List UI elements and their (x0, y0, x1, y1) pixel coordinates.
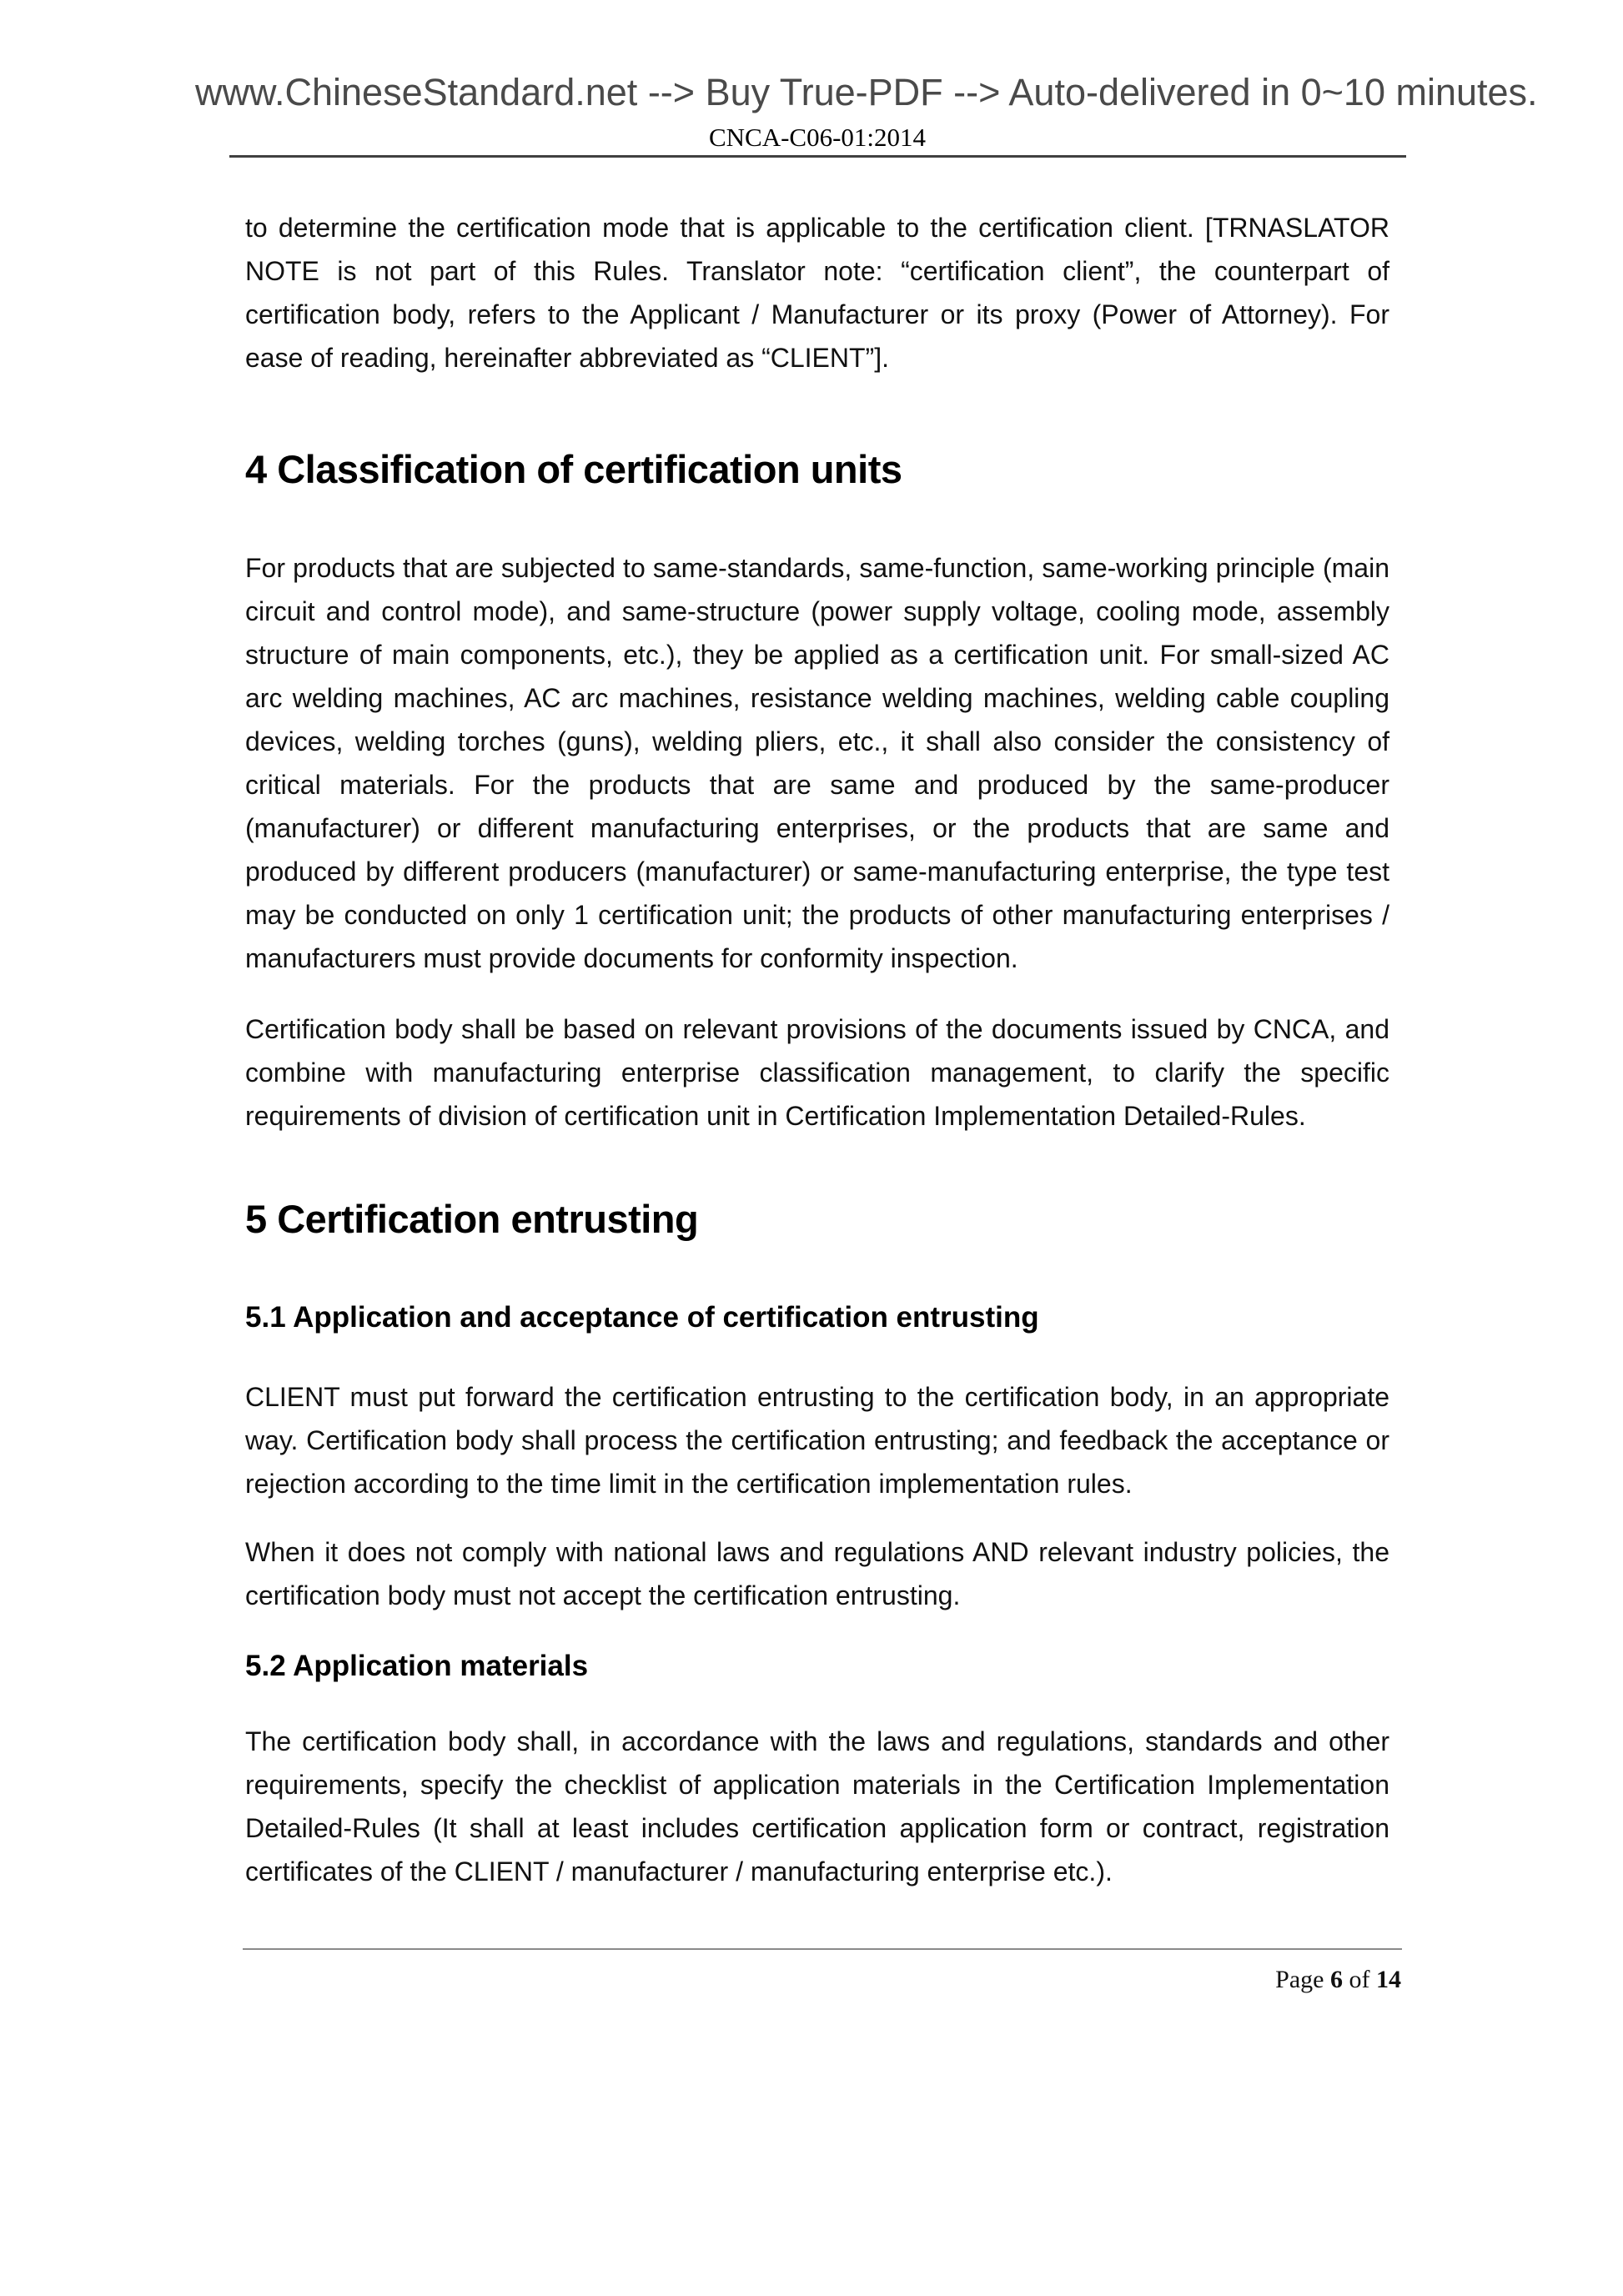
page-number-footer (245, 1965, 1401, 1995)
current-page-number: 6 (1330, 1966, 1343, 1993)
section-4-heading: 4 Classification of certification units (245, 447, 902, 491)
section-5-1-paragraph-1: CLIENT must put forward the certification entrusting to the certification body, in an appropriate way. Certification body shall process the certification entrusting; and feedback the acceptance or rejection according to the time limit in the certification implementation rules. (245, 1382, 1389, 1499)
section-4-paragraph-1: For products that are subjected to same-standards, same-function, same-working principle (main circuit and control mode), and same-structure (power supply voltage, cooling mode, assembly structure of main components, etc.), they be applied as a certification unit. For small-sized AC arc welding machines, AC arc machines, resistance welding machines, welding cable coupling devices, welding torches (guns), welding pliers, etc., it shall also consider the consistency of critical materials. For the products that are same and produced by the same-producer (manufacturer) or different manufacturing enterprises, or the products that are same and produced by different producers (manufacturer) or same-manufacturing enterprise, the type test may be conducted on only 1 certification unit; the products of other manufacturing enterprises / manufacturers must provide documents for conformity inspection. (245, 553, 1389, 973)
section-5-heading: 5 Certification entrusting (245, 1197, 699, 1241)
page-word: Page (1275, 1966, 1324, 1993)
section-5-1-paragraph-2: When it does not comply with national laws and regulations AND relevant industry policies, the certification body must not accept the certification entrusting. (245, 1537, 1389, 1610)
intro-paragraph: to determine the certification mode that is applicable to the certification client. [TRNASLATOR NOTE is not part of this Rules. Translator note: “certification client”, the counterpart of certification body, refers to the Applicant / Manufacturer or its proxy (Power of Attorney). For ease of reading, hereinafter abbreviated as “CLIENT”]. (245, 213, 1389, 373)
of-word: of (1349, 1966, 1370, 1993)
footer-rule (243, 1948, 1402, 1950)
total-page-number: 14 (1376, 1966, 1401, 1993)
site-promo-header: www.ChineseStandard.net --> Buy True-PDF --> Auto-delivered in 0~10 minutes. (195, 71, 1538, 113)
section-5-2-heading: 5.2 Application materials (245, 1650, 589, 1682)
document-number: CNCA-C06-01:2014 (708, 123, 927, 152)
section-4-paragraph-2: Certification body shall be based on relevant provisions of the documents issued by CNCA, and combine with manufacturing enterprise classification management, to clarify the specific requirements of division of certification unit in Certification Implementation Detailed-Rules. (245, 1014, 1389, 1131)
header-rule (229, 155, 1406, 158)
section-5-1-heading: 5.1 Application and acceptance of certification entrusting (245, 1301, 1039, 1334)
section-5-2-paragraph-1: The certification body shall, in accordance with the laws and regulations, standards and other requirements, specify the checklist of application materials in the Certification Implementation Detailed-Rules (It shall at least includes certification application form or contract, registration certificates of the CLIENT / manufacturer / manufacturing enterprise etc.). (245, 1726, 1389, 1887)
